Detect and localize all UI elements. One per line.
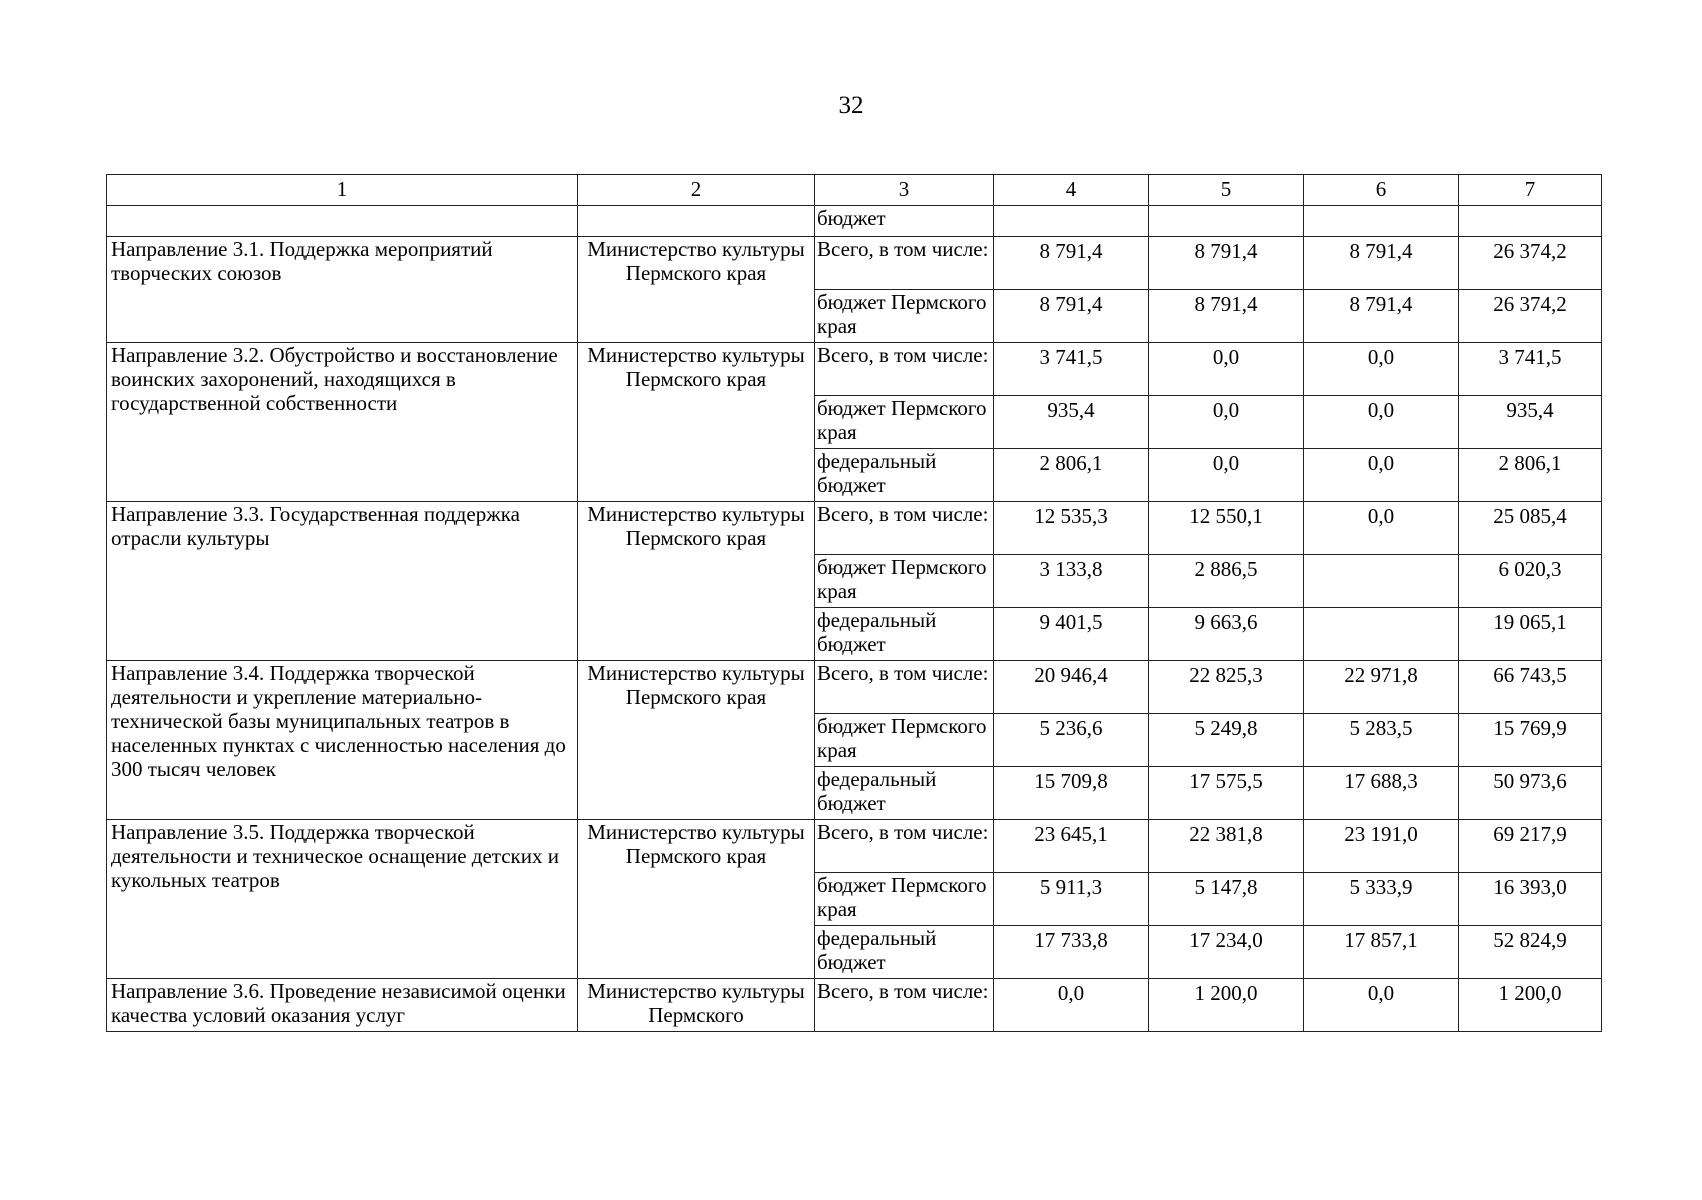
executor-cell bbox=[578, 206, 815, 237]
direction-name-cell: Направление 3.6. Проведение независимой оценки качества условий оказания услуг bbox=[107, 979, 578, 1032]
value-cell: 5 236,6 bbox=[994, 714, 1149, 767]
executor-cell: Министерство культуры Пермского края bbox=[578, 502, 815, 661]
executor-cell: Министерство культуры Пермского края bbox=[578, 343, 815, 502]
header-row bbox=[107, 175, 1602, 206]
value-cell: 26 374,2 bbox=[1459, 290, 1602, 343]
value-cell: 1 200,0 bbox=[1459, 979, 1602, 1032]
value-cell: 0,0 bbox=[1149, 449, 1304, 502]
direction-name-cell bbox=[107, 206, 578, 237]
funding-source-cell: бюджет Пермского края bbox=[815, 290, 994, 343]
column-header: 6 bbox=[1304, 175, 1459, 206]
value-cell: 0,0 bbox=[994, 979, 1149, 1032]
executor-cell: Министерство культуры Пермского края bbox=[578, 820, 815, 979]
value-cell: 5 333,9 bbox=[1304, 873, 1459, 926]
value-cell: 8 791,4 bbox=[1149, 237, 1304, 290]
value-cell: 0,0 bbox=[1304, 396, 1459, 449]
value-cell: 0,0 bbox=[1149, 396, 1304, 449]
value-cell: 2 806,1 bbox=[1459, 449, 1602, 502]
value-cell: 8 791,4 bbox=[994, 237, 1149, 290]
value-cell: 12 550,1 bbox=[1149, 502, 1304, 555]
value-cell: 3 741,5 bbox=[994, 343, 1149, 396]
value-cell: 22 971,8 bbox=[1304, 661, 1459, 714]
table-row bbox=[107, 820, 1602, 873]
value-cell: 8 791,4 bbox=[994, 290, 1149, 343]
value-cell: 5 283,5 bbox=[1304, 714, 1459, 767]
direction-name-cell: Направление 3.3. Государственная поддержка отрасли культуры bbox=[107, 502, 578, 661]
column-header: 1 bbox=[107, 175, 578, 206]
column-header: 2 bbox=[578, 175, 815, 206]
value-cell: 23 191,0 bbox=[1304, 820, 1459, 873]
value-cell: 16 393,0 bbox=[1459, 873, 1602, 926]
value-cell: 22 381,8 bbox=[1149, 820, 1304, 873]
value-cell: 17 857,1 bbox=[1304, 926, 1459, 979]
column-header: 4 bbox=[994, 175, 1149, 206]
value-cell: 2 806,1 bbox=[994, 449, 1149, 502]
direction-name-cell: Направление 3.5. Поддержка творческой деятельности и техническое оснащение детских и кукольных театров bbox=[107, 820, 578, 979]
value-cell bbox=[1304, 555, 1459, 608]
table-body bbox=[107, 175, 1602, 1032]
funding-source-cell: бюджет Пермского края bbox=[815, 396, 994, 449]
column-header: 3 bbox=[815, 175, 994, 206]
funding-source-cell: федеральный бюджет bbox=[815, 449, 994, 502]
value-cell: 935,4 bbox=[1459, 396, 1602, 449]
funding-source-cell: бюджет Пермского края bbox=[815, 555, 994, 608]
value-cell: 23 645,1 bbox=[994, 820, 1149, 873]
funding-source-cell: Всего, в том числе: bbox=[815, 661, 994, 714]
value-cell: 17 234,0 bbox=[1149, 926, 1304, 979]
value-cell: 66 743,5 bbox=[1459, 661, 1602, 714]
value-cell: 0,0 bbox=[1149, 343, 1304, 396]
value-cell: 25 085,4 bbox=[1459, 502, 1602, 555]
value-cell: 26 374,2 bbox=[1459, 237, 1602, 290]
page-number: 32 bbox=[838, 92, 864, 119]
value-cell: 2 886,5 bbox=[1149, 555, 1304, 608]
value-cell: 1 200,0 bbox=[1149, 979, 1304, 1032]
value-cell: 9 401,5 bbox=[994, 608, 1149, 661]
value-cell bbox=[1459, 206, 1602, 237]
funding-source-cell: Всего, в том числе: bbox=[815, 502, 994, 555]
value-cell: 50 973,6 bbox=[1459, 767, 1602, 820]
column-header: 7 bbox=[1459, 175, 1602, 206]
direction-name-cell: Направление 3.4. Поддержка творческой деятельности и укрепление материально-технической базы муниципальных театров в населенных пунктах с численностью населения до 300 тысяч человек bbox=[107, 661, 578, 820]
value-cell: 12 535,3 bbox=[994, 502, 1149, 555]
direction-name-cell: Направление 3.1. Поддержка мероприятий творческих союзов bbox=[107, 237, 578, 343]
executor-cell: Министерство культуры Пермского края bbox=[578, 237, 815, 343]
funding-source-cell: Всего, в том числе: bbox=[815, 343, 994, 396]
value-cell: 0,0 bbox=[1304, 449, 1459, 502]
value-cell: 935,4 bbox=[994, 396, 1149, 449]
table-row bbox=[107, 502, 1602, 555]
value-cell: 52 824,9 bbox=[1459, 926, 1602, 979]
table-row bbox=[107, 343, 1602, 396]
value-cell: 20 946,4 bbox=[994, 661, 1149, 714]
funding-source-cell: федеральный бюджет bbox=[815, 926, 994, 979]
value-cell: 5 147,8 bbox=[1149, 873, 1304, 926]
funding-source-cell: бюджет bbox=[815, 206, 994, 237]
funding-source-cell: Всего, в том числе: bbox=[815, 820, 994, 873]
funding-source-cell: бюджет Пермского края bbox=[815, 873, 994, 926]
funding-source-cell: бюджет Пермского края bbox=[815, 714, 994, 767]
executor-cell: Министерство культуры Пермского bbox=[578, 979, 815, 1032]
value-cell bbox=[994, 206, 1149, 237]
value-cell: 8 791,4 bbox=[1304, 237, 1459, 290]
value-cell: 15 769,9 bbox=[1459, 714, 1602, 767]
column-header: 5 bbox=[1149, 175, 1304, 206]
value-cell: 9 663,6 bbox=[1149, 608, 1304, 661]
value-cell: 0,0 bbox=[1304, 979, 1459, 1032]
value-cell bbox=[1149, 206, 1304, 237]
value-cell: 17 733,8 bbox=[994, 926, 1149, 979]
value-cell: 17 575,5 bbox=[1149, 767, 1304, 820]
value-cell bbox=[1304, 608, 1459, 661]
value-cell: 15 709,8 bbox=[994, 767, 1149, 820]
value-cell: 0,0 bbox=[1304, 502, 1459, 555]
value-cell: 17 688,3 bbox=[1304, 767, 1459, 820]
continued-row bbox=[107, 206, 1602, 237]
value-cell: 5 911,3 bbox=[994, 873, 1149, 926]
value-cell: 19 065,1 bbox=[1459, 608, 1602, 661]
funding-source-cell: федеральный бюджет bbox=[815, 767, 994, 820]
table-row bbox=[107, 661, 1602, 714]
budget-table bbox=[106, 174, 1602, 1032]
direction-name-cell: Направление 3.2. Обустройство и восстановление воинских захоронений, находящихся в государственной собственности bbox=[107, 343, 578, 502]
value-cell: 8 791,4 bbox=[1304, 290, 1459, 343]
value-cell: 69 217,9 bbox=[1459, 820, 1602, 873]
value-cell: 3 133,8 bbox=[994, 555, 1149, 608]
table-row bbox=[107, 237, 1602, 290]
funding-source-cell: Всего, в том числе: bbox=[815, 237, 994, 290]
value-cell: 0,0 bbox=[1304, 343, 1459, 396]
value-cell: 5 249,8 bbox=[1149, 714, 1304, 767]
value-cell: 8 791,4 bbox=[1149, 290, 1304, 343]
value-cell bbox=[1304, 206, 1459, 237]
funding-source-cell: Всего, в том числе: bbox=[815, 979, 994, 1032]
value-cell: 3 741,5 bbox=[1459, 343, 1602, 396]
funding-source-cell: федеральный бюджет bbox=[815, 608, 994, 661]
value-cell: 6 020,3 bbox=[1459, 555, 1602, 608]
table-row bbox=[107, 979, 1602, 1032]
executor-cell: Министерство культуры Пермского края bbox=[578, 661, 815, 820]
value-cell: 22 825,3 bbox=[1149, 661, 1304, 714]
